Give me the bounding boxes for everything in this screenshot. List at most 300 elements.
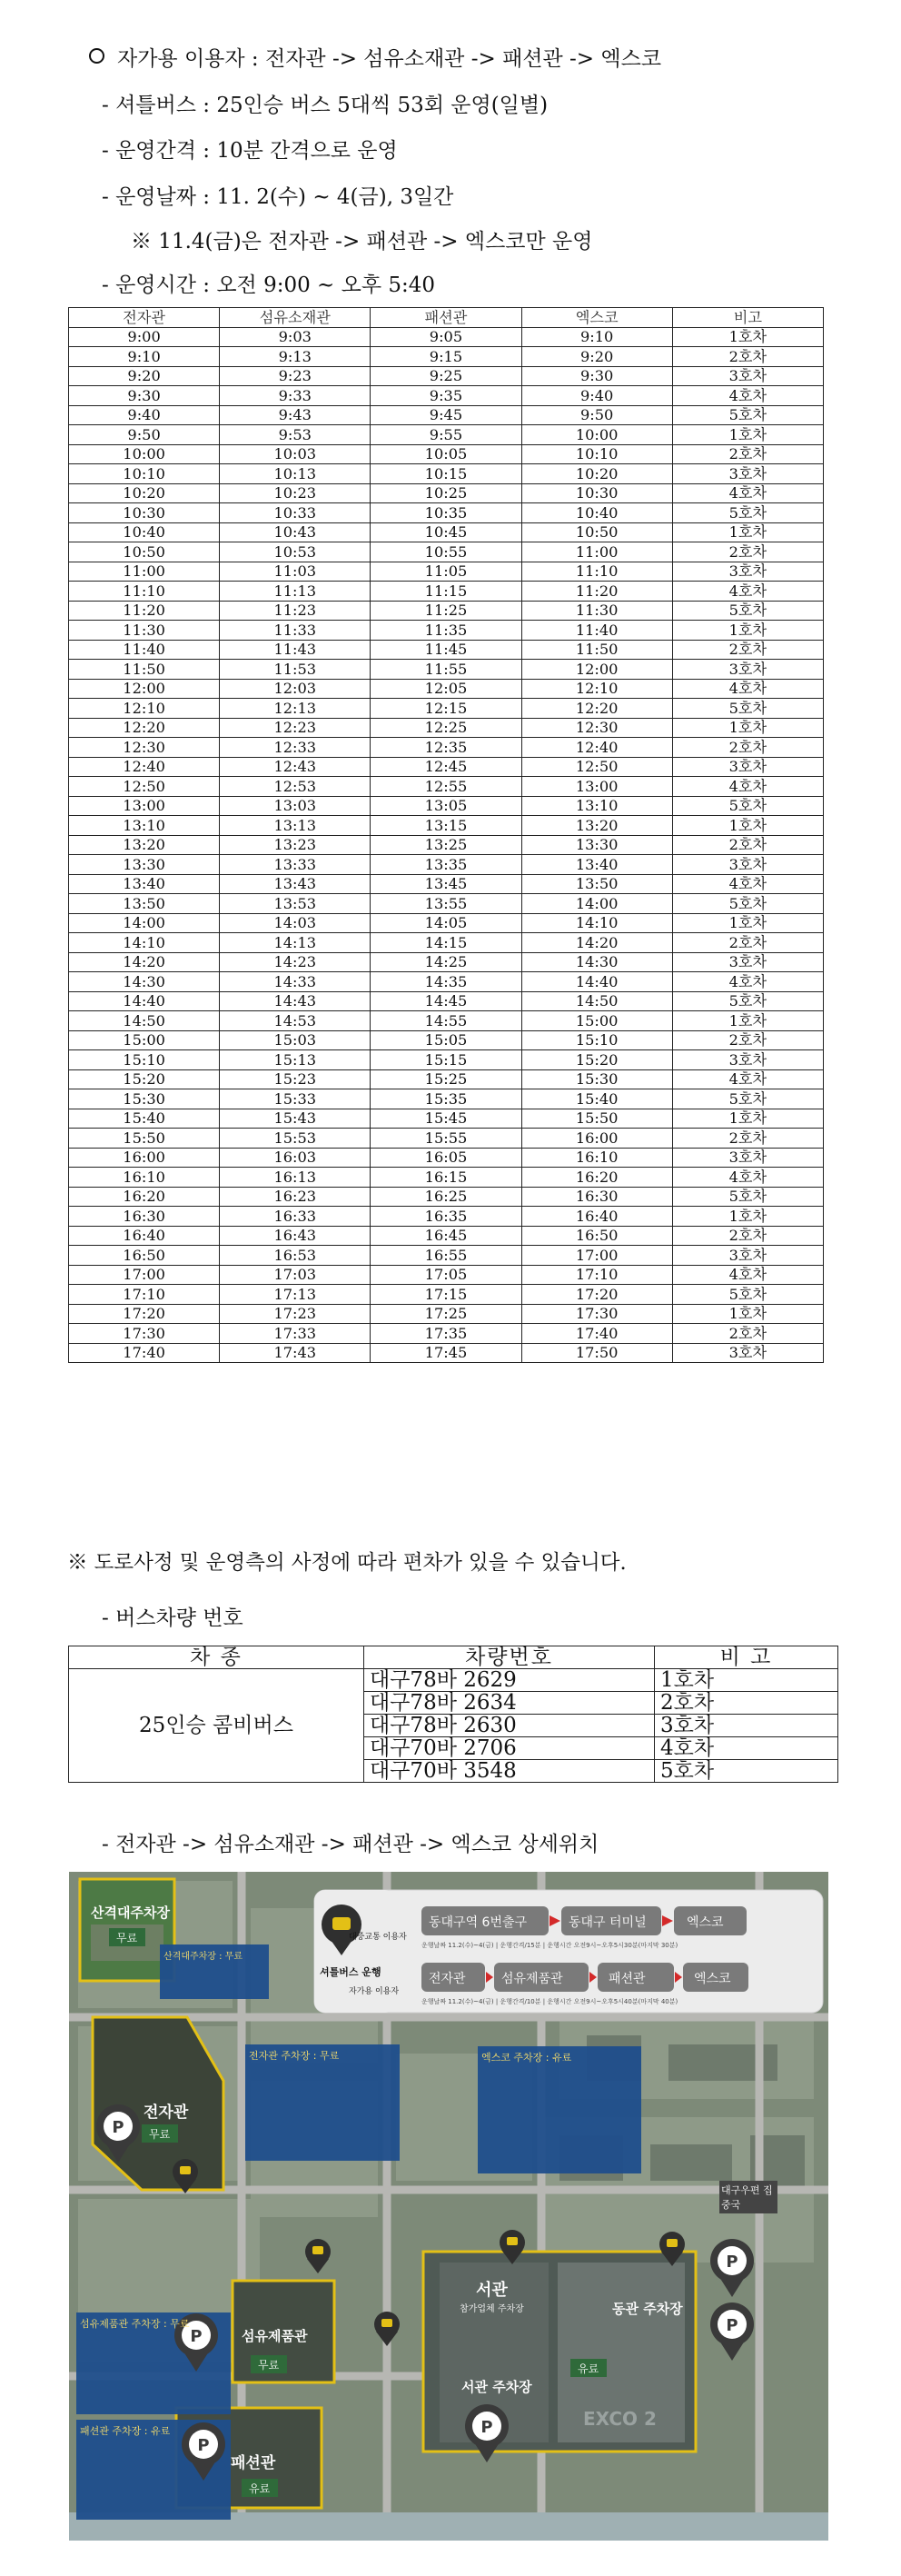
schedule-col-header: 엑스코 (521, 308, 672, 328)
schedule-cell: 1호차 (672, 522, 823, 542)
schedule-cell: 12:30 (521, 718, 672, 738)
schedule-cell: 15:15 (371, 1050, 521, 1070)
private-user-label: 자가용 이용자 (349, 1987, 400, 1996)
schedule-cell: 14:13 (220, 933, 371, 953)
schedule-row (69, 503, 824, 523)
schedule-cell: 10:33 (220, 503, 371, 523)
schedule-cell: 3호차 (672, 1246, 823, 1266)
dates-line: - 운영날짜 : 11. 2(수) ~ 4(금), 3일간 (102, 185, 454, 209)
schedule-cell: 17:30 (521, 1304, 672, 1324)
schedule-cell: 12:40 (521, 738, 672, 758)
schedule-cell: 5호차 (672, 796, 823, 816)
west-lot-label: 서관 주차장 (461, 2379, 532, 2395)
schedule-row (69, 562, 824, 582)
schedule-row (69, 1187, 824, 1207)
schedule-cell: 4호차 (672, 679, 823, 699)
west-hall-label: 서관 (476, 2281, 508, 2300)
schedule-cell: 11:00 (69, 562, 220, 582)
schedule-cell: 11:20 (521, 582, 672, 602)
vehicle-note-header: 비 고 (655, 1646, 838, 1669)
schedule-cell: 17:45 (371, 1343, 521, 1363)
gyeonggi-lot-label: 산격대주차장 (91, 1905, 170, 1921)
schedule-cell: 17:40 (69, 1343, 220, 1363)
schedule-cell: 10:50 (521, 522, 672, 542)
schedule-cell: 11:40 (69, 640, 220, 660)
schedule-row (69, 796, 824, 816)
schedule-cell: 10:25 (371, 483, 521, 503)
schedule-row (69, 621, 824, 641)
schedule-cell: 16:53 (220, 1246, 371, 1266)
schedule-cell: 12:05 (371, 679, 521, 699)
schedule-cell: 13:10 (521, 796, 672, 816)
private-route-stop-4: 엑스코 (694, 1972, 731, 1986)
schedule-cell: 16:50 (521, 1226, 672, 1246)
schedule-row (69, 327, 824, 347)
schedule-cell: 9:50 (69, 425, 220, 445)
schedule-row (69, 1148, 824, 1168)
schedule-cell: 11:53 (220, 660, 371, 680)
schedule-cell: 17:50 (521, 1343, 672, 1363)
schedule-cell: 14:15 (371, 933, 521, 953)
schedule-cell: 15:03 (220, 1030, 371, 1050)
schedule-cell: 3호차 (672, 562, 823, 582)
schedule-cell: 15:33 (220, 1089, 371, 1109)
schedule-cell: 16:40 (69, 1226, 220, 1246)
vehicle-note-cell: 2호차 (655, 1692, 838, 1715)
schedule-row (69, 386, 824, 406)
schedule-row (69, 444, 824, 464)
schedule-cell: 11:33 (220, 621, 371, 641)
schedule-cell: 4호차 (672, 582, 823, 602)
schedule-cell: 14:30 (69, 972, 220, 992)
schedule-cell: 11:30 (69, 621, 220, 641)
schedule-cell: 13:03 (220, 796, 371, 816)
exco-logo-text: EXCO 2 (583, 2408, 657, 2430)
schedule-cell: 16:30 (69, 1207, 220, 1227)
schedule-cell: 10:10 (69, 464, 220, 484)
schedule-cell: 15:00 (69, 1030, 220, 1050)
schedule-cell: 12:00 (521, 660, 672, 680)
vehicle-type-cell: 25인승 콤비버스 (69, 1669, 364, 1783)
schedule-cell: 11:45 (371, 640, 521, 660)
schedule-cell: 2호차 (672, 835, 823, 855)
schedule-cell: 12:10 (69, 699, 220, 719)
schedule-cell: 13:20 (521, 816, 672, 836)
schedule-cell: 9:33 (220, 386, 371, 406)
schedule-cell: 13:05 (371, 796, 521, 816)
svg-text:P: P (726, 2316, 738, 2335)
schedule-cell: 16:10 (521, 1148, 672, 1168)
schedule-cell: 9:43 (220, 405, 371, 425)
schedule-cell: 15:55 (371, 1129, 521, 1149)
private-route-stop-2: 섬유제품관 (501, 1972, 563, 1986)
bullet-line: 자가용 이용자 : 전자관 -> 섬유소재관 -> 패션관 -> 엑스코 (89, 42, 661, 72)
schedule-cell: 12:35 (371, 738, 521, 758)
vehicle-note-cell: 1호차 (655, 1669, 838, 1692)
schedule-cell: 13:55 (371, 894, 521, 914)
schedule-cell: 4호차 (672, 972, 823, 992)
schedule-cell: 15:20 (521, 1050, 672, 1070)
schedule-cell: 11:25 (371, 601, 521, 621)
schedule-cell: 10:23 (220, 483, 371, 503)
schedule-row (69, 1069, 824, 1089)
schedule-cell: 13:15 (371, 816, 521, 836)
schedule-cell: 10:55 (371, 542, 521, 562)
schedule-cell: 10:13 (220, 464, 371, 484)
schedule-cell: 1호차 (672, 621, 823, 641)
schedule-cell: 14:55 (371, 1011, 521, 1031)
schedule-cell: 10:43 (220, 522, 371, 542)
schedule-cell: 17:40 (521, 1324, 672, 1344)
schedule-cell: 15:10 (521, 1030, 672, 1050)
schedule-cell: 9:55 (371, 425, 521, 445)
shuttle-line: - 셔틀버스 : 25인승 버스 5대씩 53회 운영(일별) (102, 94, 549, 117)
textile-free-tag: 무료 (258, 2359, 280, 2372)
schedule-cell: 13:33 (220, 855, 371, 875)
schedule-cell: 9:45 (371, 405, 521, 425)
schedule-cell: 9:23 (220, 366, 371, 386)
schedule-cell: 9:30 (521, 366, 672, 386)
public-route-caption: 운행날짜 11.2(수)~4(금) | 운행간격/15분 | 운행시간 오전9시~오후5시30분(마지막 30분) (421, 1942, 678, 1949)
schedule-cell: 16:00 (69, 1148, 220, 1168)
schedule-cell: 14:03 (220, 913, 371, 933)
schedule-cell: 16:10 (69, 1168, 220, 1188)
schedule-cell: 13:10 (69, 816, 220, 836)
schedule-cell: 9:25 (371, 366, 521, 386)
vehicle-row (69, 1669, 838, 1692)
schedule-row (69, 542, 824, 562)
circle-bullet-icon (89, 48, 104, 64)
svg-text:P: P (190, 2327, 203, 2346)
schedule-row (69, 1343, 824, 1363)
schedule-cell: 17:35 (371, 1324, 521, 1344)
schedule-row (69, 1324, 824, 1344)
vehicle-number-cell: 대구70바 2706 (364, 1737, 655, 1760)
schedule-cell: 9:00 (69, 327, 220, 347)
schedule-row (69, 1168, 824, 1188)
schedule-row (69, 1226, 824, 1246)
schedule-cell: 4호차 (672, 1069, 823, 1089)
schedule-cell: 2호차 (672, 640, 823, 660)
schedule-cell: 14:53 (220, 1011, 371, 1031)
schedule-cell: 17:43 (220, 1343, 371, 1363)
schedule-cell: 11:23 (220, 601, 371, 621)
schedule-cell: 9:35 (371, 386, 521, 406)
schedule-cell: 14:43 (220, 991, 371, 1011)
schedule-row (69, 933, 824, 953)
schedule-cell: 16:40 (521, 1207, 672, 1227)
vehicle-number-cell: 대구78바 2634 (364, 1692, 655, 1715)
schedule-cell: 17:05 (371, 1265, 521, 1285)
west-hall-sub: 참가업체 주차장 (460, 2304, 524, 2314)
schedule-row (69, 952, 824, 972)
schedule-cell: 12:20 (521, 699, 672, 719)
schedule-cell: 1호차 (672, 425, 823, 445)
schedule-cell: 3호차 (672, 366, 823, 386)
schedule-cell: 15:30 (521, 1069, 672, 1089)
schedule-cell: 13:00 (69, 796, 220, 816)
hours-line: - 운영시간 : 오전 9:00 ~ 오후 5:40 (102, 274, 436, 297)
schedule-cell: 12:50 (69, 777, 220, 797)
schedule-cell: 1호차 (672, 816, 823, 836)
schedule-cell: 11:50 (69, 660, 220, 680)
map-title: - 전자관 -> 섬유소재관 -> 패션관 -> 엑스코 상세위치 (102, 1833, 599, 1856)
schedule-cell: 4호차 (672, 1168, 823, 1188)
schedule-cell: 12:20 (69, 718, 220, 738)
schedule-cell: 14:00 (521, 894, 672, 914)
schedule-cell: 14:25 (371, 952, 521, 972)
schedule-row (69, 777, 824, 797)
schedule-row (69, 816, 824, 836)
schedule-cell: 2호차 (672, 444, 823, 464)
schedule-row (69, 425, 824, 445)
schedule-cell: 13:43 (220, 874, 371, 894)
schedule-cell: 13:45 (371, 874, 521, 894)
schedule-cell: 17:10 (521, 1265, 672, 1285)
schedule-cell: 11:50 (521, 640, 672, 660)
schedule-cell: 16:20 (69, 1187, 220, 1207)
schedule-cell: 9:40 (521, 386, 672, 406)
schedule-cell: 15:43 (220, 1109, 371, 1129)
schedule-cell: 17:00 (69, 1265, 220, 1285)
schedule-cell: 17:25 (371, 1304, 521, 1324)
schedule-cell: 9:03 (220, 327, 371, 347)
schedule-cell: 12:43 (220, 757, 371, 777)
schedule-cell: 10:40 (69, 522, 220, 542)
schedule-cell: 17:33 (220, 1324, 371, 1344)
schedule-cell: 15:25 (371, 1069, 521, 1089)
schedule-cell: 2호차 (672, 1324, 823, 1344)
schedule-cell: 16:30 (521, 1187, 672, 1207)
schedule-cell: 13:30 (521, 835, 672, 855)
schedule-cell: 5호차 (672, 405, 823, 425)
schedule-cell: 17:20 (521, 1285, 672, 1305)
schedule-cell: 14:10 (521, 913, 672, 933)
schedule-cell: 12:03 (220, 679, 371, 699)
schedule-row (69, 738, 824, 758)
schedule-cell: 12:53 (220, 777, 371, 797)
schedule-cell: 9:40 (69, 405, 220, 425)
vehicle-number-header: 차량번호 (364, 1646, 655, 1669)
electronics-label: 전자관 (144, 2104, 189, 2122)
public-route-stop-2: 동대구 터미널 (569, 1915, 647, 1930)
schedule-cell: 12:55 (371, 777, 521, 797)
schedule-cell: 3호차 (672, 464, 823, 484)
public-user-label: 대중교통 이용자 (349, 1933, 407, 1942)
svg-text:P: P (112, 2118, 124, 2137)
schedule-cell: 9:10 (69, 347, 220, 367)
svg-text:P: P (480, 2418, 493, 2437)
svg-text:P: P (197, 2436, 210, 2455)
schedule-row (69, 1246, 824, 1266)
vehicle-number-cell: 대구70바 3548 (364, 1760, 655, 1783)
gyeonggi-free-tag: 무료 (116, 1932, 138, 1944)
legend-pin-label: 셔틀버스 운행 (320, 1966, 381, 1978)
schedule-cell: 4호차 (672, 1265, 823, 1285)
schedule-cell: 10:05 (371, 444, 521, 464)
schedule-row (69, 913, 824, 933)
info-textile: 섬유제품관 주차장 : 무료 (80, 2318, 190, 2330)
post-office-label: 대구우편 집중국 (719, 2181, 777, 2213)
private-route-caption: 운행날짜 11.2(수)~4(금) | 운행간격/10분 | 운행시간 오전9시~오후5시40분(마지막 40분) (421, 1998, 678, 2005)
schedule-col-header: 섬유소재관 (220, 308, 371, 328)
svg-text:P: P (726, 2253, 738, 2272)
schedule-cell: 11:13 (220, 582, 371, 602)
schedule-cell: 3호차 (672, 1148, 823, 1168)
schedule-row (69, 1129, 824, 1149)
schedule-row (69, 1089, 824, 1109)
schedule-cell: 14:23 (220, 952, 371, 972)
fashion-label: 패션관 (231, 2454, 276, 2472)
schedule-cell: 4호차 (672, 874, 823, 894)
schedule-row (69, 464, 824, 484)
schedule-cell: 14:05 (371, 913, 521, 933)
schedule-row (69, 640, 824, 660)
schedule-cell: 2호차 (672, 1129, 823, 1149)
schedule-cell: 15:50 (69, 1129, 220, 1149)
schedule-cell: 11:15 (371, 582, 521, 602)
schedule-cell: 17:03 (220, 1265, 371, 1285)
schedule-cell: 5호차 (672, 699, 823, 719)
schedule-cell: 10:10 (521, 444, 672, 464)
schedule-cell: 15:40 (69, 1109, 220, 1129)
vehicle-body (69, 1669, 838, 1783)
schedule-cell: 11:05 (371, 562, 521, 582)
schedule-cell: 13:25 (371, 835, 521, 855)
schedule-cell: 9:15 (371, 347, 521, 367)
schedule-cell: 1호차 (672, 913, 823, 933)
schedule-row (69, 405, 824, 425)
schedule-cell: 12:33 (220, 738, 371, 758)
schedule-cell: 15:30 (69, 1089, 220, 1109)
vehicle-number-cell: 대구78바 2629 (364, 1669, 655, 1692)
schedule-cell: 16:13 (220, 1168, 371, 1188)
schedule-cell: 14:45 (371, 991, 521, 1011)
friday-note: ※ 11.4(금)은 전자관 -> 패션관 -> 엑스코만 운영 (131, 230, 593, 254)
schedule-cell: 11:10 (521, 562, 672, 582)
schedule-col-header: 패션관 (371, 308, 521, 328)
schedule-row (69, 1109, 824, 1129)
schedule-cell: 10:15 (371, 464, 521, 484)
schedule-cell: 13:13 (220, 816, 371, 836)
vehicle-note-cell: 4호차 (655, 1737, 838, 1760)
schedule-cell: 12:30 (69, 738, 220, 758)
schedule-cell: 15:13 (220, 1050, 371, 1070)
schedule-cell: 12:25 (371, 718, 521, 738)
schedule-row (69, 874, 824, 894)
schedule-cell: 1호차 (672, 327, 823, 347)
schedule-cell: 3호차 (672, 660, 823, 680)
schedule-cell: 11:55 (371, 660, 521, 680)
schedule-cell: 14:35 (371, 972, 521, 992)
schedule-cell: 17:20 (69, 1304, 220, 1324)
schedule-cell: 12:00 (69, 679, 220, 699)
schedule-col-header: 비고 (672, 308, 823, 328)
schedule-row (69, 366, 824, 386)
schedule-cell: 9:30 (69, 386, 220, 406)
schedule-cell: 14:50 (69, 1011, 220, 1031)
schedule-cell: 17:15 (371, 1285, 521, 1305)
schedule-cell: 4호차 (672, 386, 823, 406)
schedule-row (69, 894, 824, 914)
vehicles-title: - 버스차량 번호 (102, 1606, 243, 1630)
schedule-cell: 15:53 (220, 1129, 371, 1149)
schedule-cell: 2호차 (672, 1226, 823, 1246)
schedule-cell: 12:50 (521, 757, 672, 777)
schedule-cell: 12:10 (521, 679, 672, 699)
schedule-cell: 13:50 (521, 874, 672, 894)
schedule-cell: 16:35 (371, 1207, 521, 1227)
schedule-row (69, 1011, 824, 1031)
schedule-row (69, 757, 824, 777)
schedule-cell: 11:00 (521, 542, 672, 562)
schedule-row (69, 660, 824, 680)
schedule-cell: 13:40 (521, 855, 672, 875)
schedule-cell: 1호차 (672, 1011, 823, 1031)
schedule-cell: 5호차 (672, 991, 823, 1011)
public-route-stop-1: 동대구역 6번출구 (429, 1915, 528, 1930)
schedule-cell: 10:30 (69, 503, 220, 523)
schedule-cell: 16:05 (371, 1148, 521, 1168)
schedule-cell: 5호차 (672, 601, 823, 621)
schedule-cell: 15:35 (371, 1089, 521, 1109)
schedule-cell: 1호차 (672, 1207, 823, 1227)
interval-line: - 운영간격 : 10분 간격으로 운영 (102, 139, 398, 163)
schedule-row (69, 699, 824, 719)
schedule-cell: 9:50 (521, 405, 672, 425)
schedule-cell: 9:10 (521, 327, 672, 347)
schedule-cell: 2호차 (672, 933, 823, 953)
schedule-cell: 11:43 (220, 640, 371, 660)
info-electronics: 전자관 주차장 : 무료 (249, 2050, 340, 2062)
schedule-cell: 13:35 (371, 855, 521, 875)
schedule-cell: 15:40 (521, 1089, 672, 1109)
schedule-cell: 5호차 (672, 1285, 823, 1305)
schedule-cell: 4호차 (672, 777, 823, 797)
schedule-cell: 10:00 (521, 425, 672, 445)
public-route-stop-3: 엑스코 (687, 1915, 724, 1930)
schedule-cell: 17:13 (220, 1285, 371, 1305)
schedule-cell: 9:13 (220, 347, 371, 367)
schedule-cell: 13:30 (69, 855, 220, 875)
schedule-cell: 3호차 (672, 1343, 823, 1363)
electronics-free-tag: 무료 (149, 2128, 171, 2141)
schedule-row (69, 972, 824, 992)
schedule-cell: 13:20 (69, 835, 220, 855)
schedule-cell: 4호차 (672, 483, 823, 503)
info-gyeonggi: 산격대주차장 : 무료 (163, 1952, 243, 1962)
schedule-cell: 15:00 (521, 1011, 672, 1031)
schedule-cell: 16:00 (521, 1129, 672, 1149)
schedule-row (69, 1050, 824, 1070)
schedule-cell: 5호차 (672, 1187, 823, 1207)
schedule-cell: 13:40 (69, 874, 220, 894)
schedule-cell: 3호차 (672, 1050, 823, 1070)
vehicle-type-header: 차 종 (69, 1646, 364, 1669)
schedule-row (69, 718, 824, 738)
schedule-cell: 12:45 (371, 757, 521, 777)
private-route-stop-3: 패션관 (609, 1972, 646, 1986)
schedule-cell: 1호차 (672, 1109, 823, 1129)
schedule-cell: 14:50 (521, 991, 672, 1011)
schedule-cell: 11:20 (69, 601, 220, 621)
schedule-cell: 10:03 (220, 444, 371, 464)
schedule-cell: 5호차 (672, 894, 823, 914)
vehicle-note-cell: 3호차 (655, 1715, 838, 1737)
schedule-cell: 9:53 (220, 425, 371, 445)
schedule-cell: 17:10 (69, 1285, 220, 1305)
schedule-cell: 14:00 (69, 913, 220, 933)
